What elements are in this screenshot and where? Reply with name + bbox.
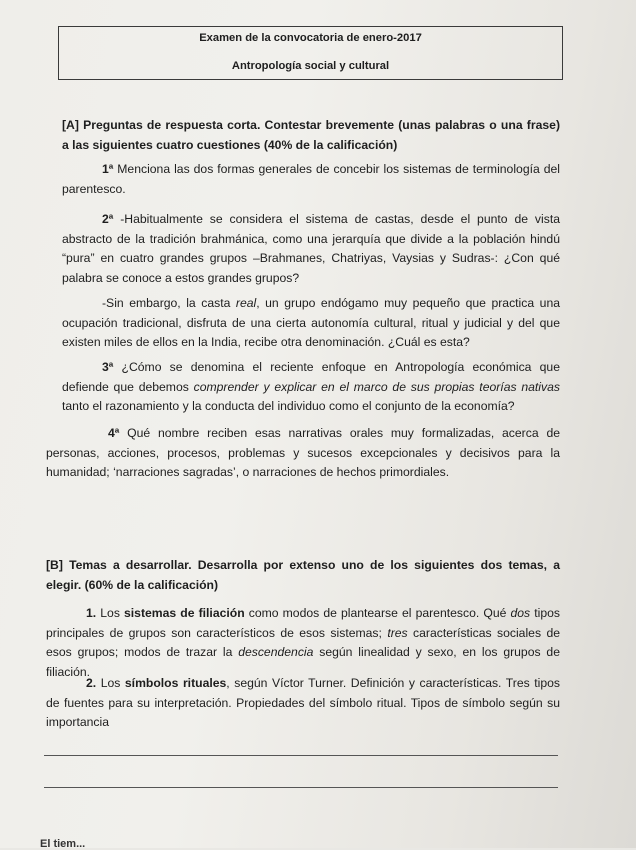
question-4 (46, 424, 560, 483)
question-4-number: 4ª (108, 426, 120, 440)
question-3: 3ª ¿Cómo se denomina el reciente enfoque en Antropología económica que defiende que debemos comprender y explicar en el marco de sus propias teorías nativas tanto el razonamiento y la conducta del individuo como el conjunto de la economía? (62, 360, 560, 413)
section-b-heading: [B] Temas a desarrollar. Desarrolla por extenso uno de los siguientes dos temas, a elegir. (60% de la calificación) (46, 558, 560, 592)
question-1-number: 1ª (102, 162, 114, 176)
divider-line (44, 787, 558, 788)
topic-1: 1. Los sistemas de filiación como modos de plantearse el parentesco. Qué dos tipos principales de grupos son característicos de esos sistemas; tres características sociales de esos grupos; modos de trazar la descendencia según linealidad y sexo, en los grupos de filiación. (46, 606, 561, 679)
question-1-text: Menciona las dos formas generales de concebir los sistemas de terminología del parentesco. (62, 162, 560, 196)
exam-subject: Antropología social y cultural (231, 60, 390, 72)
question-2-followup: -Sin embargo, la casta real, un grupo endógamo muy pequeño que practica una ocupación tradicional, disfruta de una cierta autonomía cultural, ritual y judicial y del que existen miles de ellos en la India, recibe otra denominación. ¿Cuál es esta? (62, 296, 560, 349)
question-2-text: -Habitualmente se considera el sistema de castas, desde el punto de vista abstracto de la tradición brahmánica, como una jerarquía que divide a la población hindú “pura” en cuatro grandes grupos –Brahmanes, Chatriyas, Vaysias y Sudras-: ¿Con qué palabra se conoce a estos grandes grupos? (62, 212, 560, 285)
question-2 (62, 210, 560, 288)
footer-partial-text: El tiem... (40, 838, 86, 850)
topic-2-number: 2. (86, 676, 97, 690)
topic-2: 2. Los símbolos rituales, según Víctor Turner. Definición y características. Tres tipos de fuentes para su interpretación. Propiedades del símbolo ritual. Tipos de símbolo según su importancia (46, 676, 560, 729)
question-3-number: 3ª (102, 360, 114, 374)
exam-title: Examen de la convocatoria de enero-2017 (199, 32, 422, 44)
question-2-number: 2ª (102, 212, 114, 226)
question-1 (62, 160, 560, 199)
topic-1-number: 1. (86, 606, 97, 620)
question-4-text: Qué nombre reciben esas narrativas orales muy formalizadas, acerca de personas, acciones, procesos, problemas y sucesos excepcionales y decisivos para la humanidad; ‘narraciones sagradas’, o narraciones de hechos primordiales. (46, 426, 560, 479)
exam-header-box (58, 26, 563, 80)
divider-line (44, 755, 558, 756)
section-a-heading: [A] Preguntas de respuesta corta. Contestar brevemente (unas palabras o una frase) a las siguientes cuatro cuestiones (40% de la calificación) (62, 118, 560, 152)
